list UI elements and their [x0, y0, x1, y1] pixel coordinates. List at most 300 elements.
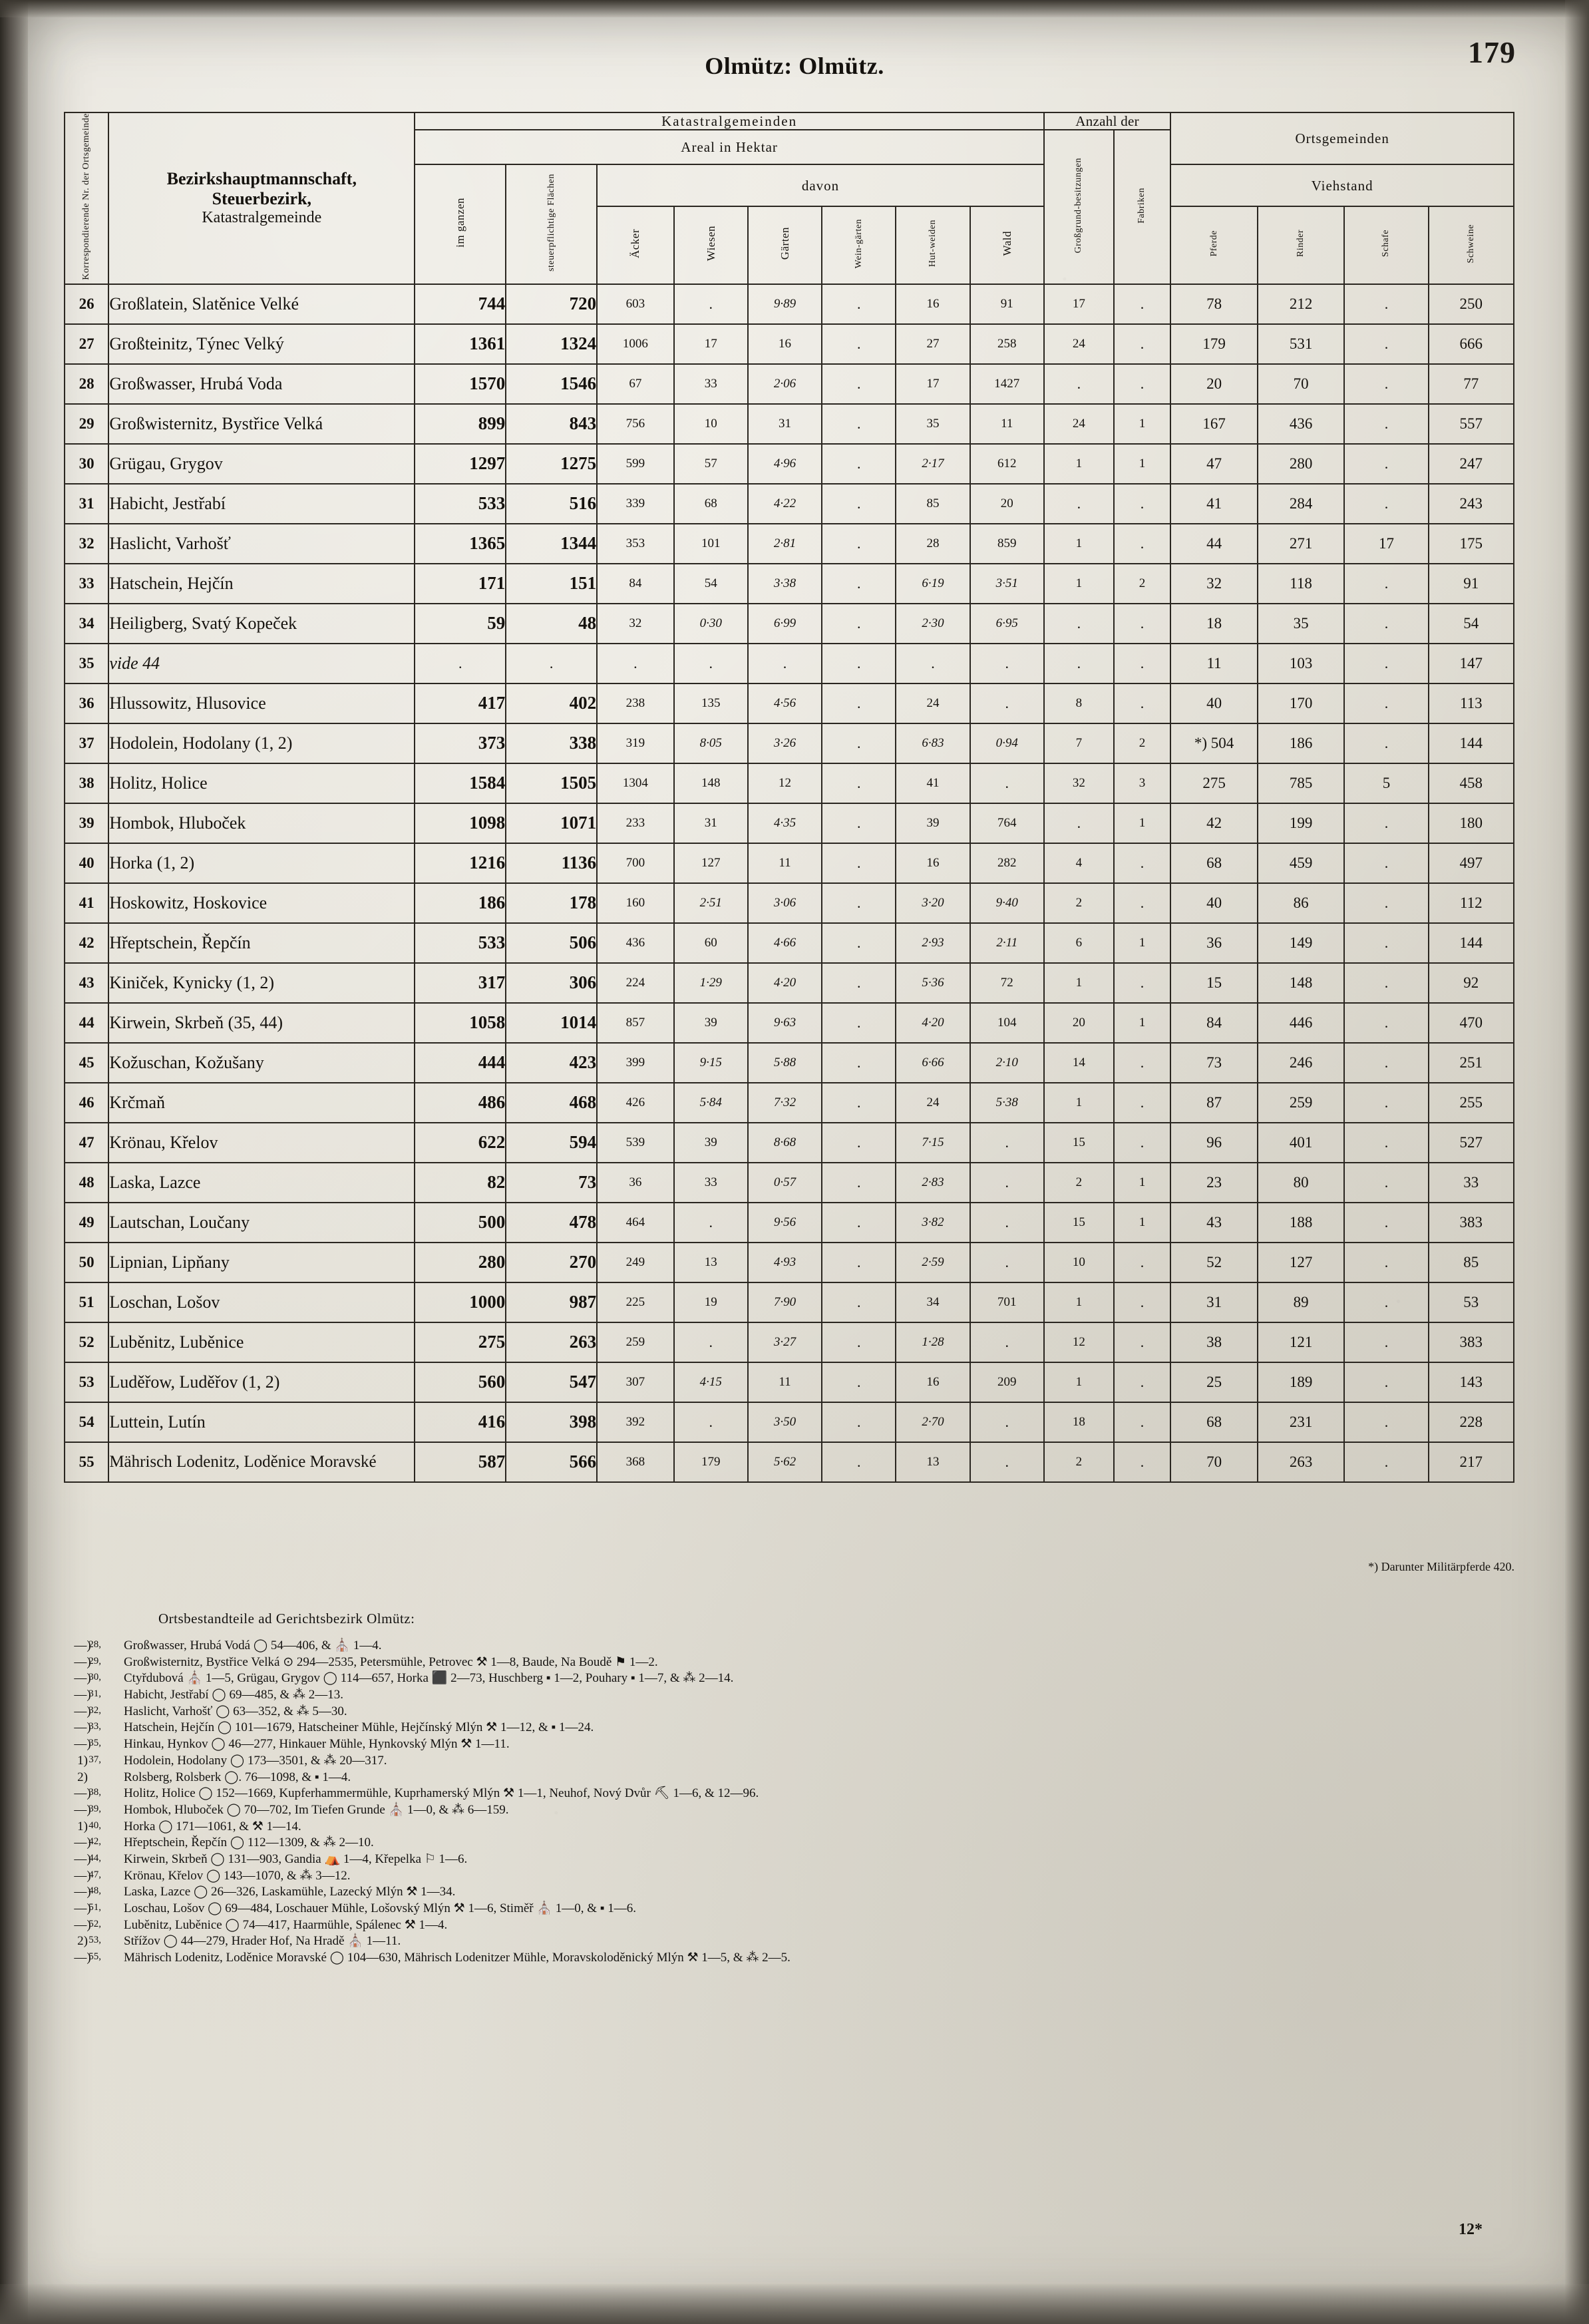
row-place-name: Kiniček, Kynicky (1, 2) [108, 963, 415, 1003]
cell-acker: 225 [597, 1282, 674, 1322]
cell-gg: 2 [1044, 1442, 1114, 1482]
table-row [65, 803, 1514, 843]
cell-schweine: 527 [1429, 1123, 1514, 1163]
cell-schweine: 180 [1429, 803, 1514, 843]
cell-wein: . [822, 843, 896, 883]
table-row [65, 1163, 1514, 1203]
cell-hut: 2·30 [896, 604, 970, 644]
cell-rinder: 284 [1258, 484, 1345, 524]
cell-gaerten: 7·32 [748, 1083, 822, 1123]
cell-wald: 91 [970, 284, 1044, 324]
cell-steu: 402 [506, 683, 597, 723]
cell-pferde: 23 [1170, 1163, 1258, 1203]
header-anzahl-der: Anzahl der [1044, 112, 1170, 130]
ortsbestandteil-line [74, 1654, 1528, 1671]
cell-gg: 8 [1044, 683, 1114, 723]
cell-acker: 233 [597, 803, 674, 843]
cell-schweine: 251 [1429, 1043, 1514, 1083]
cell-wiesen: 13 [674, 1243, 748, 1282]
cell-steu: 306 [506, 963, 597, 1003]
cell-wald: 764 [970, 803, 1044, 843]
cell-hut: 7·15 [896, 1123, 970, 1163]
cell-wald: . [970, 1203, 1044, 1243]
ortsbestandteile-title: Ortsbestandteile ad Gerichtsbezirk Olmütz: [158, 1611, 415, 1627]
cell-schweine: 255 [1429, 1083, 1514, 1123]
row-place-name: vide 44 [108, 644, 415, 683]
cell-schafe: . [1344, 683, 1428, 723]
ortsbestandteil-marker: —) [74, 1654, 91, 1669]
cell-gg: . [1044, 604, 1114, 644]
cell-steu: . [506, 644, 597, 683]
header-group-ortsgemeinden: Ortsgemeinden [1170, 112, 1514, 164]
cell-gg: 7 [1044, 723, 1114, 763]
ortsbestandteil-text: Ctyřdubová ⛪ 1—5, Grügau, Grygov ◯ 114—657, Horka ⬛ 2—73, Huschberg ▪ 1—2, Pouhary ▪ 1—7, & ⁂ 2—14. [124, 1671, 734, 1686]
cell-steu: 1136 [506, 843, 597, 883]
ortsbestandteil-text: Střížov ◯ 44—279, Hrader Hof, Na Hradě ⛪ 1—11. [124, 1934, 401, 1949]
cell-schafe: . [1344, 1282, 1428, 1322]
ortsbestandteil-number: 48, [88, 1885, 101, 1897]
ortsbestandteil-line [74, 1670, 1528, 1687]
cell-schafe: . [1344, 1003, 1428, 1043]
cell-acker: 539 [597, 1123, 674, 1163]
cell-gg: 2 [1044, 1163, 1114, 1203]
row-number: 42 [65, 923, 108, 963]
cell-hut: 39 [896, 803, 970, 843]
cell-steu: 1324 [506, 324, 597, 364]
table-row [65, 1243, 1514, 1282]
cell-gaerten: 4·96 [748, 444, 822, 484]
cell-ganz: 1058 [415, 1003, 506, 1043]
ortsbestandteil-marker: 2) [77, 1770, 88, 1784]
row-number: 27 [65, 324, 108, 364]
ortsbestandteil-marker: —) [74, 1802, 91, 1817]
cell-ganz: 1216 [415, 843, 506, 883]
cell-ganz: 899 [415, 404, 506, 444]
row-number: 38 [65, 763, 108, 803]
cell-pferde: 36 [1170, 923, 1258, 963]
ortsbestandteil-text: Horka ◯ 171—1061, & ⚒ 1—14. [124, 1819, 301, 1834]
row-place-name: Horka (1, 2) [108, 843, 415, 883]
cell-wald: 209 [970, 1362, 1044, 1402]
cell-steu: 720 [506, 284, 597, 324]
cell-steu: 594 [506, 1123, 597, 1163]
cell-hut: 24 [896, 1083, 970, 1123]
row-number: 49 [65, 1203, 108, 1243]
cell-wein: . [822, 604, 896, 644]
cell-fab: 1 [1114, 803, 1171, 843]
cell-rinder: 186 [1258, 723, 1345, 763]
cell-schafe: . [1344, 324, 1428, 364]
ortsbestandteil-marker: 2) [77, 1934, 88, 1949]
row-place-name: Hoskowitz, Hoskovice [108, 883, 415, 923]
cell-rinder: 280 [1258, 444, 1345, 484]
cell-gg: 17 [1044, 284, 1114, 324]
header-acker: Äcker [597, 206, 674, 284]
cell-rinder: 259 [1258, 1083, 1345, 1123]
cell-rinder: 271 [1258, 524, 1345, 564]
cell-gg: 15 [1044, 1203, 1114, 1243]
cell-fab: . [1114, 284, 1171, 324]
cell-gg: 15 [1044, 1123, 1114, 1163]
row-place-name: Hodolein, Hodolany (1, 2) [108, 723, 415, 763]
cell-wiesen: 9·15 [674, 1043, 748, 1083]
cell-wein: . [822, 683, 896, 723]
row-place-name: Loschan, Lošov [108, 1282, 415, 1322]
row-number: 31 [65, 484, 108, 524]
cell-wiesen: 39 [674, 1123, 748, 1163]
cell-rinder: 189 [1258, 1362, 1345, 1402]
ortsbestandteil-marker: —) [74, 1720, 91, 1735]
ortsbestandteil-marker: —) [74, 1737, 91, 1752]
ortsbestandteil-line [77, 1819, 1528, 1836]
cell-fab: . [1114, 1243, 1171, 1282]
cell-wein: . [822, 803, 896, 843]
cell-steu: 547 [506, 1362, 597, 1402]
cell-ganz: 622 [415, 1123, 506, 1163]
row-number: 30 [65, 444, 108, 484]
table-row [65, 1442, 1514, 1482]
cell-rinder: 531 [1258, 324, 1345, 364]
cell-wiesen: 179 [674, 1442, 748, 1482]
cell-wald: 2·11 [970, 923, 1044, 963]
cell-wiesen: 0·30 [674, 604, 748, 644]
cell-ganz: 587 [415, 1442, 506, 1482]
cell-pferde: 40 [1170, 883, 1258, 923]
ortsbestandteil-marker: —) [74, 1851, 91, 1866]
cell-pferde: 52 [1170, 1243, 1258, 1282]
cell-wein: . [822, 1003, 896, 1043]
ortsbestandteil-line [74, 1917, 1528, 1934]
cell-pferde: 84 [1170, 1003, 1258, 1043]
cell-hut: 5·36 [896, 963, 970, 1003]
cell-steu: 1014 [506, 1003, 597, 1043]
cell-rinder: 149 [1258, 923, 1345, 963]
cell-schweine: 243 [1429, 484, 1514, 524]
cell-schweine: 144 [1429, 723, 1514, 763]
cell-wein: . [822, 883, 896, 923]
cell-rinder: 436 [1258, 404, 1345, 444]
cell-pferde: 78 [1170, 284, 1258, 324]
cell-schafe: . [1344, 564, 1428, 604]
cell-fab: . [1114, 883, 1171, 923]
cell-schweine: 666 [1429, 324, 1514, 364]
ortsbestandteil-line [74, 1835, 1528, 1851]
cell-wein: . [822, 1203, 896, 1243]
cell-rinder: 70 [1258, 364, 1345, 404]
cell-rinder: 188 [1258, 1203, 1345, 1243]
cell-wiesen: 33 [674, 1163, 748, 1203]
cell-schafe: . [1344, 1203, 1428, 1243]
cell-gaerten: 4·56 [748, 683, 822, 723]
row-place-name: Großteinitz, Týnec Velký [108, 324, 415, 364]
cell-wald: . [970, 1442, 1044, 1482]
cell-acker: 857 [597, 1003, 674, 1043]
table-row [65, 524, 1514, 564]
cell-ganz: 1361 [415, 324, 506, 364]
cell-wald: 0·94 [970, 723, 1044, 763]
cell-gg: 1 [1044, 564, 1114, 604]
cell-fab: . [1114, 364, 1171, 404]
row-number: 48 [65, 1163, 108, 1203]
table-row [65, 843, 1514, 883]
header-schafe: Schafe [1344, 206, 1428, 284]
header-steuerpflichtige-flaechen: steuerpflichtige Flächen [506, 164, 597, 284]
table-row [65, 723, 1514, 763]
cell-wiesen: 68 [674, 484, 748, 524]
cell-acker: . [597, 644, 674, 683]
cell-gg: . [1044, 364, 1114, 404]
cell-hut: 1·28 [896, 1322, 970, 1362]
header-im-ganzen: im ganzen [415, 164, 506, 284]
cell-gg: 1 [1044, 963, 1114, 1003]
cell-schweine: 497 [1429, 843, 1514, 883]
ortsbestandteil-number: 37, [88, 1754, 101, 1765]
cell-schweine: 85 [1429, 1243, 1514, 1282]
ortsbestandteil-marker: —) [74, 1836, 91, 1850]
cell-pferde: 68 [1170, 1402, 1258, 1442]
cell-schweine: 383 [1429, 1203, 1514, 1243]
cell-schafe: . [1344, 1163, 1428, 1203]
header-areal: Areal in Hektar [415, 130, 1044, 164]
cell-gg: 1 [1044, 1282, 1114, 1322]
row-number: 47 [65, 1123, 108, 1163]
cell-schafe: . [1344, 883, 1428, 923]
cell-gg: 14 [1044, 1043, 1114, 1083]
cell-schafe: . [1344, 484, 1428, 524]
cell-gaerten: 11 [748, 1362, 822, 1402]
cell-fab: . [1114, 1402, 1171, 1442]
cell-acker: 700 [597, 843, 674, 883]
cell-wiesen: . [674, 284, 748, 324]
cell-gaerten: 0·57 [748, 1163, 822, 1203]
cell-wein: . [822, 324, 896, 364]
cell-wald: 20 [970, 484, 1044, 524]
cell-steu: 270 [506, 1243, 597, 1282]
cell-fab: 3 [1114, 763, 1171, 803]
cell-wiesen: 101 [674, 524, 748, 564]
table-row [65, 564, 1514, 604]
cell-ganz: 1584 [415, 763, 506, 803]
table-row [65, 1362, 1514, 1402]
cell-pferde: 275 [1170, 763, 1258, 803]
cell-pferde: 179 [1170, 324, 1258, 364]
cell-steu: 1344 [506, 524, 597, 564]
cell-schweine: 143 [1429, 1362, 1514, 1402]
cell-wein: . [822, 1402, 896, 1442]
row-place-name: Luběnitz, Luběnice [108, 1322, 415, 1362]
cell-ganz: 82 [415, 1163, 506, 1203]
header-gaerten: Gärten [748, 206, 822, 284]
table-row [65, 604, 1514, 644]
cell-hut: 13 [896, 1442, 970, 1482]
cell-acker: 368 [597, 1442, 674, 1482]
cell-pferde: 15 [1170, 963, 1258, 1003]
cell-steu: 423 [506, 1043, 597, 1083]
cell-pferde: 96 [1170, 1123, 1258, 1163]
ortsbestandteil-marker: —) [74, 1885, 91, 1899]
cell-wald: 2·10 [970, 1043, 1044, 1083]
cell-fab: 1 [1114, 404, 1171, 444]
cell-steu: 263 [506, 1322, 597, 1362]
row-number: 36 [65, 683, 108, 723]
cell-wald: . [970, 683, 1044, 723]
cell-schafe: . [1344, 1043, 1428, 1083]
cell-ganz: 275 [415, 1322, 506, 1362]
cell-fab: . [1114, 683, 1171, 723]
row-number: 32 [65, 524, 108, 564]
cell-fab: . [1114, 484, 1171, 524]
cell-pferde: 11 [1170, 644, 1258, 683]
cell-wiesen: 8·05 [674, 723, 748, 763]
cell-hut: 2·59 [896, 1243, 970, 1282]
cell-wein: . [822, 1362, 896, 1402]
ortsbestandteil-text: Hodolein, Hodolany ◯ 173—3501, & ⁂ 20—317. [124, 1753, 387, 1768]
ortsbestandteil-text: Großwisternitz, Bystřice Velká ⊙ 294—2535, Petersmühle, Petrovec ⚒ 1—8, Baude, Na Boudě ⚑ 1—2. [124, 1654, 658, 1669]
cell-gg: . [1044, 484, 1114, 524]
table-row [65, 404, 1514, 444]
cell-gaerten: 9·56 [748, 1203, 822, 1243]
cell-acker: 464 [597, 1203, 674, 1243]
cell-fab: . [1114, 1282, 1171, 1322]
cell-wald: 258 [970, 324, 1044, 364]
header-schweine: Schweine [1429, 206, 1514, 284]
cell-ganz: 486 [415, 1083, 506, 1123]
cell-steu: 1275 [506, 444, 597, 484]
cell-steu: 338 [506, 723, 597, 763]
row-number: 33 [65, 564, 108, 604]
row-place-name: Lautschan, Loučany [108, 1203, 415, 1243]
table-row [65, 324, 1514, 364]
cell-gaerten: 3·38 [748, 564, 822, 604]
cell-wiesen: . [674, 1322, 748, 1362]
table-row [65, 1402, 1514, 1442]
cell-wiesen: 57 [674, 444, 748, 484]
cell-ganz: 417 [415, 683, 506, 723]
table-row [65, 1003, 1514, 1043]
row-number: 52 [65, 1322, 108, 1362]
cell-wein: . [822, 404, 896, 444]
ortsbestandteil-line [74, 1884, 1528, 1901]
ortsbestandteil-line [74, 1802, 1528, 1819]
cell-ganz: 1297 [415, 444, 506, 484]
cell-rinder: 263 [1258, 1442, 1345, 1482]
ortsbestandteil-number: 33, [88, 1721, 101, 1732]
cell-hut: 24 [896, 683, 970, 723]
cell-wein: . [822, 364, 896, 404]
cell-wald: . [970, 1322, 1044, 1362]
cell-rinder: 231 [1258, 1402, 1345, 1442]
row-place-name: Heiligberg, Svatý Kopeček [108, 604, 415, 644]
ortsbestandteil-line [74, 1736, 1528, 1753]
ortsbestandteil-text: Krönau, Křelov ◯ 143—1070, & ⁂ 3—12. [124, 1868, 351, 1883]
row-place-name: Großwasser, Hrubá Voda [108, 364, 415, 404]
header-katastralgemeinde: Katastralgemeinde [202, 209, 322, 227]
signature-mark: 12* [1459, 2221, 1483, 2238]
table-row [65, 923, 1514, 963]
cell-schafe: . [1344, 723, 1428, 763]
cell-wald: 5·38 [970, 1083, 1044, 1123]
cell-schweine: 91 [1429, 564, 1514, 604]
cell-ganz: 1000 [415, 1282, 506, 1322]
cell-steu: 48 [506, 604, 597, 644]
row-number: 55 [65, 1442, 108, 1482]
cell-rinder: 401 [1258, 1123, 1345, 1163]
row-place-name: Hlussowitz, Hlusovice [108, 683, 415, 723]
header-wiesen: Wiesen [674, 206, 748, 284]
cell-rinder: 199 [1258, 803, 1345, 843]
cell-hut: 2·83 [896, 1163, 970, 1203]
row-place-name: Laska, Lazce [108, 1163, 415, 1203]
row-number: 41 [65, 883, 108, 923]
row-number: 35 [65, 644, 108, 683]
cell-fab: . [1114, 324, 1171, 364]
ortsbestandteil-line [74, 1950, 1528, 1967]
ortsbestandteile-list [64, 1638, 1528, 1967]
ortsbestandteil-number: 39, [88, 1803, 101, 1814]
statistics-table [64, 112, 1514, 1483]
cell-gg: 18 [1044, 1402, 1114, 1442]
table-row [65, 644, 1514, 683]
ortsbestandteil-number: 47, [88, 1869, 101, 1880]
ortsbestandteil-number: 29, [88, 1655, 101, 1666]
cell-wald: 859 [970, 524, 1044, 564]
cell-wiesen: 39 [674, 1003, 748, 1043]
ortsbestandteil-line [77, 1770, 1528, 1786]
cell-rinder: 170 [1258, 683, 1345, 723]
row-number: 29 [65, 404, 108, 444]
cell-gg: 2 [1044, 883, 1114, 923]
cell-pferde: 47 [1170, 444, 1258, 484]
cell-steu: 1071 [506, 803, 597, 843]
cell-fab: 1 [1114, 444, 1171, 484]
cell-schweine: 228 [1429, 1402, 1514, 1442]
page-title: Olmütz: Olmütz. [705, 53, 884, 79]
cell-gaerten: 31 [748, 404, 822, 444]
cell-ganz: 1570 [415, 364, 506, 404]
cell-hut: 3·20 [896, 883, 970, 923]
cell-steu: 516 [506, 484, 597, 524]
cell-hut: 34 [896, 1282, 970, 1322]
header-fabriken: Fabriken [1114, 130, 1171, 284]
header-bezirk: Bezirkshauptmannschaft, [166, 169, 357, 189]
header-correspond-nr: Korrespondierende Nr. der Ortsgemeinde [65, 112, 108, 284]
cell-gaerten: 4·66 [748, 923, 822, 963]
row-number: 37 [65, 723, 108, 763]
cell-schweine: 217 [1429, 1442, 1514, 1482]
cell-fab: . [1114, 1322, 1171, 1362]
cell-hut: 6·83 [896, 723, 970, 763]
row-number: 46 [65, 1083, 108, 1123]
ortsbestandteil-marker: 1) [77, 1753, 88, 1768]
cell-steu: 987 [506, 1282, 597, 1322]
cell-schweine: 458 [1429, 763, 1514, 803]
table-row [65, 1043, 1514, 1083]
row-number: 39 [65, 803, 108, 843]
cell-fab: 1 [1114, 1003, 1171, 1043]
cell-steu: 506 [506, 923, 597, 963]
cell-wald: . [970, 1163, 1044, 1203]
cell-hut: 6·19 [896, 564, 970, 604]
cell-schafe: . [1344, 1123, 1428, 1163]
page-number: 179 [1468, 35, 1516, 69]
ortsbestandteil-marker: —) [74, 1951, 91, 1965]
ortsbestandteil-marker: —) [74, 1786, 91, 1801]
ortsbestandteil-number: 52, [88, 1918, 101, 1929]
cell-ganz: 533 [415, 923, 506, 963]
cell-hut: . [896, 644, 970, 683]
cell-wald: 6·95 [970, 604, 1044, 644]
cell-wein: . [822, 484, 896, 524]
